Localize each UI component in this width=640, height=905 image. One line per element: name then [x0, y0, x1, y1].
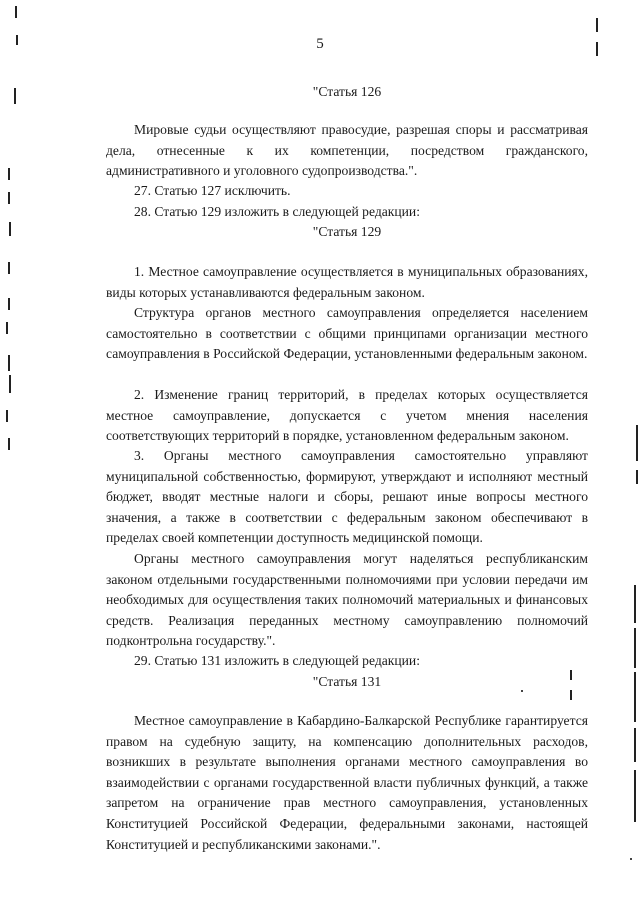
scan-mark — [15, 6, 17, 18]
article-heading-126: "Статья 126 — [312, 84, 382, 99]
scan-mark — [8, 438, 10, 450]
paragraph: 29. Статью 131 изложить в следующей редакции: — [134, 653, 420, 668]
paragraph: 2. Изменение границ территорий, в пределах которых осуществляется местное самоуправление, допускается с учетом мнения населения соответствующих территорий в порядке, установленном федеральным законом. — [106, 387, 588, 444]
scan-mark — [6, 322, 8, 334]
paragraph: Местное самоуправление в Кабардино-Балкарской Республике гарантируется правом на судебную защиту, на компенсацию дополнительных расходов, возникших в результате выполнения органами местного самоуправления во взаимодействии с органами государственной власти публичных функций, а также запретом на ограничение прав местного самоуправления, установленных Конституцией Российской Федерации, федеральными законами, настоящей Конституцией и республиканскими законами.". — [106, 713, 588, 852]
scan-mark — [636, 470, 638, 484]
scan-mark — [8, 298, 10, 310]
paragraph: Структура органов местного самоуправления определяется населением самостоятельно в соответствии с общими принципами организации местного самоуправления в Российской Федерации, установленными федеральным законом. — [106, 305, 588, 362]
page-number: 5 — [316, 36, 324, 52]
paragraph: Органы местного самоуправления могут наделяться республиканским законом отдельными государственными полномочиями при условии передачи им необходимых для осуществления таких полномочий материальных и финансовых средств. Реализация переданных местному самоуправлению полномочий подконтрольна государству.". — [106, 551, 588, 649]
scan-mark — [634, 628, 636, 668]
paragraph: 3. Органы местного самоуправления самостоятельно управляют муниципальной собственностью, формируют, утверждают и исполняют местный бюджет, вводят местные налоги и сборы, решают иные вопросы местного значения, а также в соответствии с федеральным законом обеспечивают в пределах своей компетенции доступность медицинской помощи. — [106, 448, 588, 546]
scan-mark — [634, 672, 636, 722]
scan-mark — [596, 18, 598, 32]
paragraph: Мировые судьи осуществляют правосудие, разрешая споры и рассматривая дела, отнесенные к их компетенции, посредством гражданского, административного и уголовного судопроизводства.". — [106, 122, 588, 179]
scan-mark — [8, 192, 10, 204]
scan-mark — [634, 728, 636, 762]
scan-mark — [634, 770, 636, 822]
article-heading-131: "Статья 131 — [312, 674, 382, 689]
scan-mark — [8, 262, 10, 274]
scan-dot — [630, 858, 632, 860]
scan-mark — [634, 585, 636, 623]
scan-mark — [8, 168, 10, 180]
scan-mark — [6, 410, 8, 422]
paragraph: 28. Статью 129 изложить в следующей редакции: — [134, 204, 420, 219]
scan-mark — [8, 355, 10, 371]
scan-mark — [14, 88, 16, 104]
paragraph: 1. Местное самоуправление осуществляется в муниципальных образованиях, виды которых устанавливаются федеральным законом. — [106, 264, 588, 300]
paragraph: 27. Статью 127 исключить. — [134, 183, 291, 198]
article-heading-129: "Статья 129 — [312, 224, 382, 239]
scan-mark — [9, 222, 11, 236]
scan-mark — [636, 425, 638, 461]
scan-mark — [9, 375, 11, 393]
